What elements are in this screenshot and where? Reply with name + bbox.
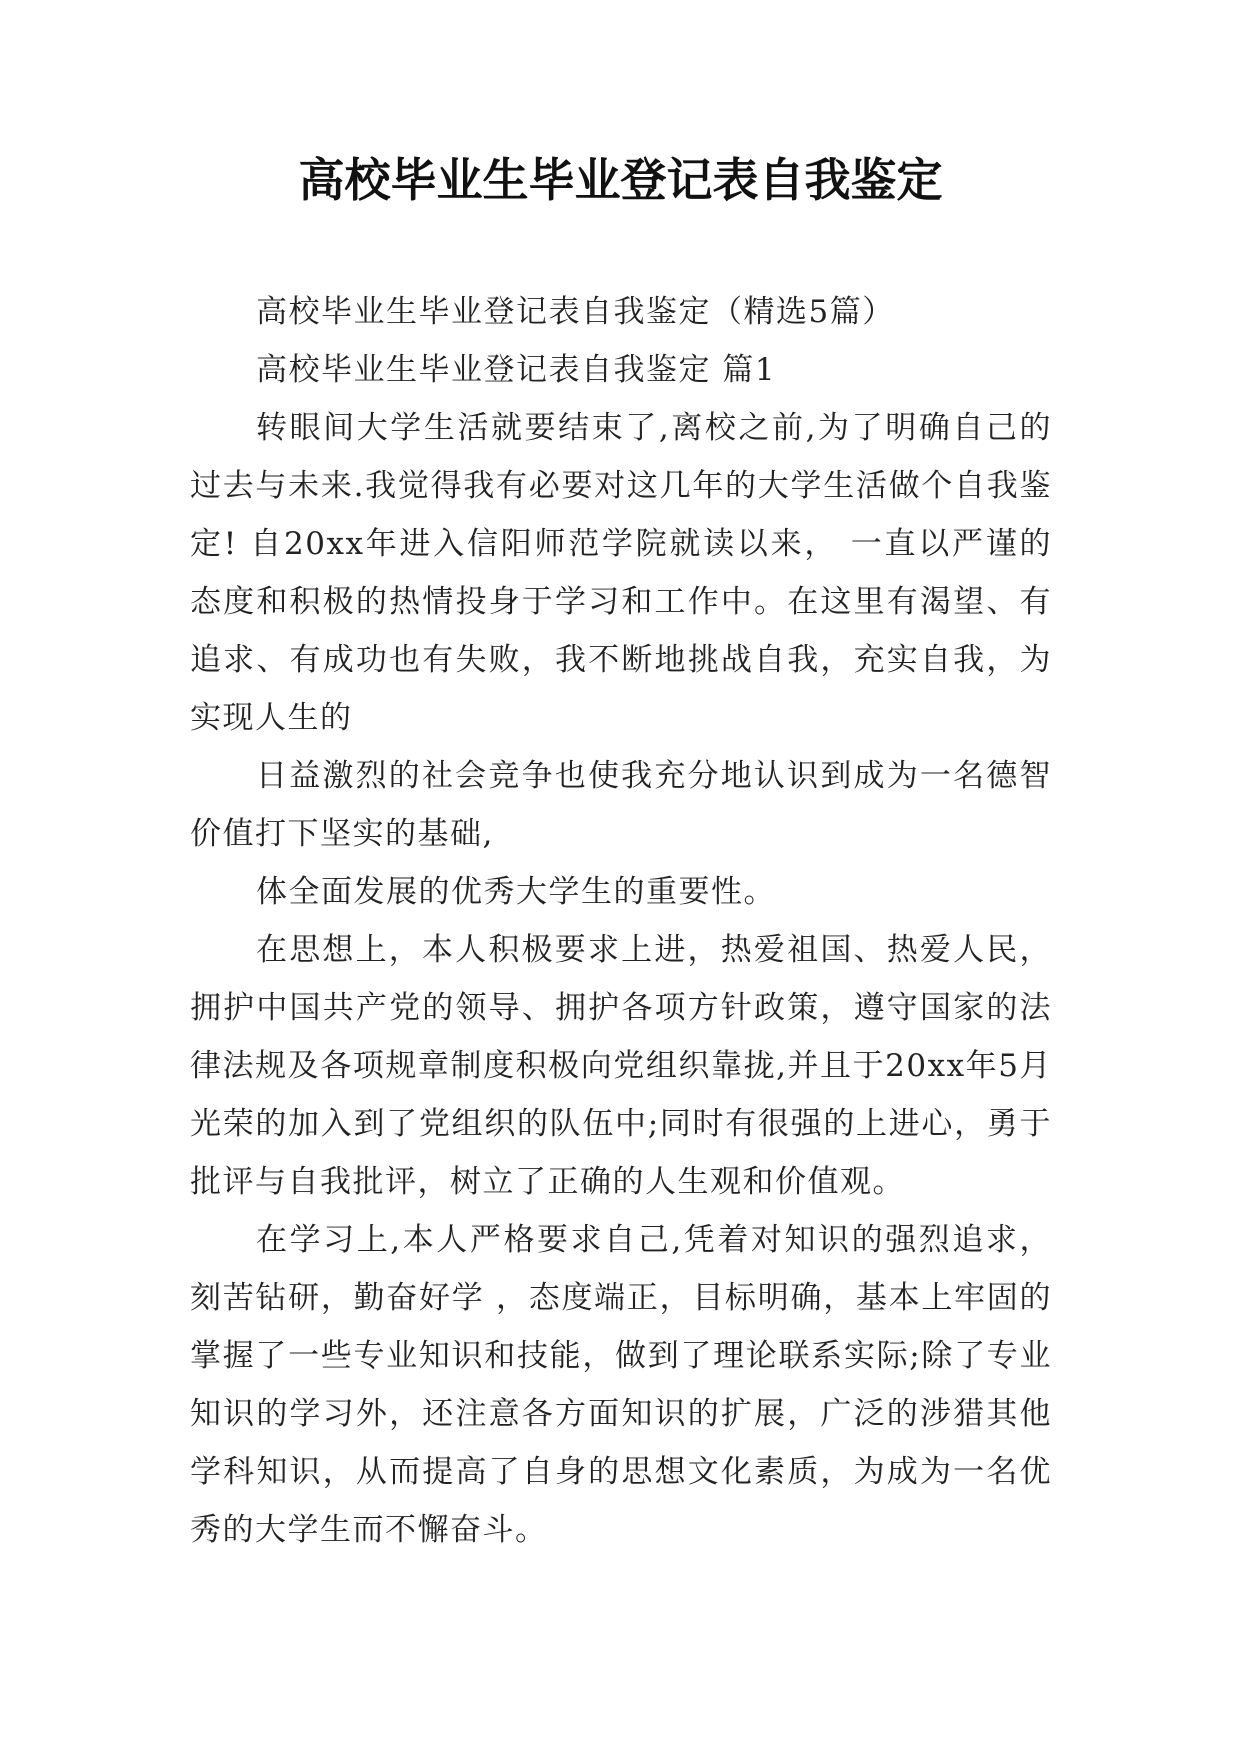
body-paragraph: 在学习上,本人严格要求自己,凭着对知识的强烈追求，刻苦钻研，勤奋好学 ，态度端正，目标明确，基本上牢固的掌握了一些专业知识和技能，做到了理论联系实际;除了专业知识的学习外，还注意各方面知识的扩展，广泛的涉猎其他学科知识，从而提高了自身的思想文化素质，为成为一名优秀的大学生而不懈奋斗。	[190, 1222, 1052, 1548]
subtitle-paragraph: 高校毕业生毕业登记表自我鉴定（精选5篇）	[256, 294, 895, 330]
document-body	[190, 283, 1052, 1559]
body-paragraph: 体全面发展的优秀大学生的重要性。	[256, 874, 776, 910]
body-paragraph: 日益激烈的社会竞争也使我充分地认识到成为一名德智价值打下坚实的基础,	[190, 758, 1052, 852]
section-heading: 高校毕业生毕业登记表自我鉴定 篇1	[256, 352, 777, 388]
body-paragraph: 转眼间大学生活就要结束了,离校之前,为了明确自己的过去与未来.我觉得我有必要对这几年的大学生活做个自我鉴定! 自20xx年进入信阳师范学院就读以来， 一直以严谨的态度和积极的热情投身于学习和工作中。在这里有渴望、有追求、有成功也有失败，我不断地挑战自我，充实自我，为实现人生的	[190, 410, 1052, 736]
body-paragraph: 在思想上，本人积极要求上进，热爱祖国、热爱人民，拥护中国共产党的领导、拥护各项方针政策，遵守国家的法律法规及各项规章制度积极向党组织靠拢,并且于20xx年5月光荣的加入到了党组织的队伍中;同时有很强的上进心，勇于批评与自我批评，树立了正确的人生观和价值观。	[190, 932, 1052, 1200]
document-title: 高校毕业生毕业登记表自我鉴定	[298, 153, 943, 207]
